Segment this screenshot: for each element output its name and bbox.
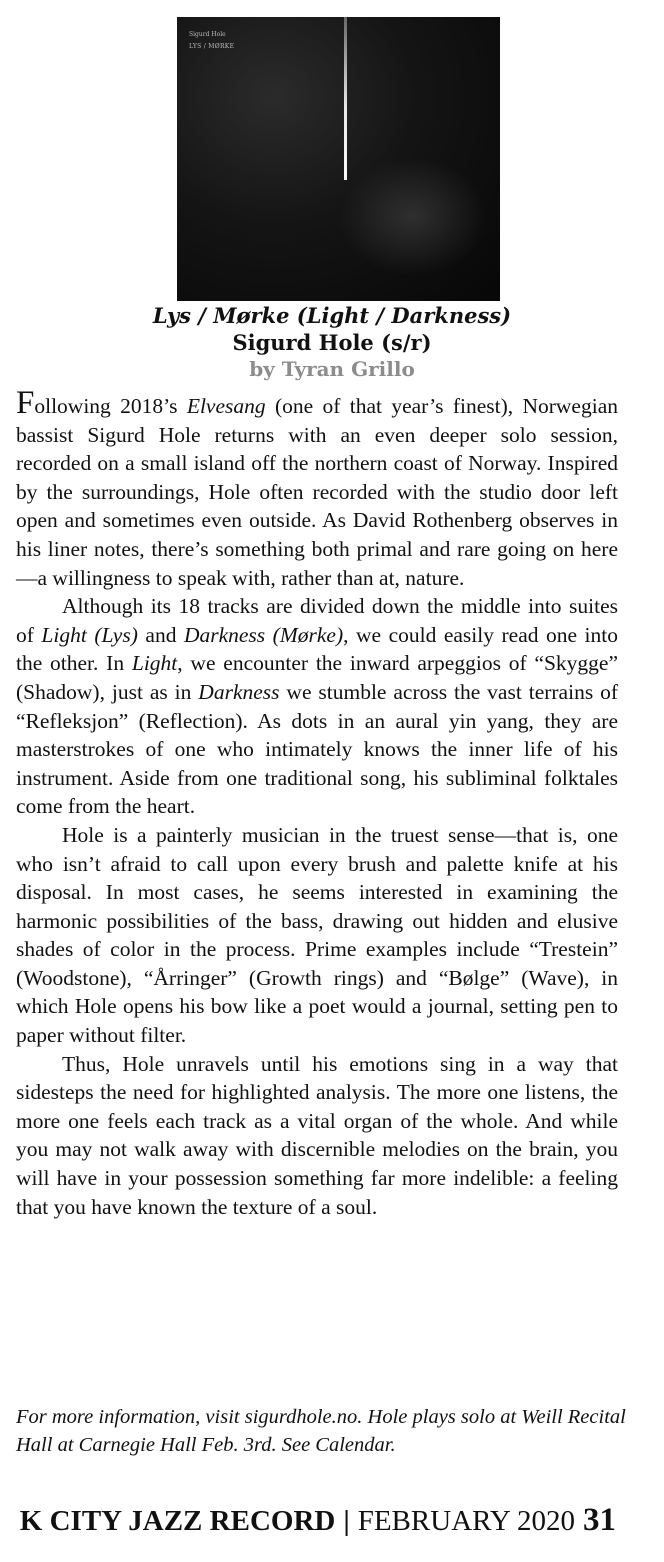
paragraph-3: Hole is a painterly musician in the truest sense—that is, one who isn’t afraid to call upon every brush and palette knife at his disposal. In most cases, he seems interested in examining the harmonic possibilities of the bass, drawing out hidden and elusive shades of color in the process. Prime examples include “Trestein” (Woodstone), “Årringer” (Growth rings) and “Bølge” (Wave), in which Hole opens his bow like a poet would a journal, setting pen to paper without filter. — [16, 822, 618, 1048]
publication-name: K CITY JAZZ RECORD — [19, 1505, 336, 1537]
byline: by Tyran Grillo — [249, 357, 415, 381]
artist-label: Sigurd Hole (s/r) — [232, 330, 432, 355]
cover-artist-text: Sigurd Hole — [189, 31, 226, 38]
article-body — [16, 385, 619, 1221]
page-number: 31 — [583, 1502, 616, 1538]
album-title: Lys / Mørke (Light / Darkness) — [152, 303, 512, 328]
cover-light-beam — [344, 17, 347, 180]
paragraph-1: Following 2018’s Elvesang (one of that year’s finest), Norwegian bassist Sigurd Hole returns with an even deeper solo session, recorded on a small island off the northern coast of Norway. Inspired by the surroundings, Hole often recorded with the studio door left open and sometimes even outside. As David Rothenberg observes in his liner notes, there’s something both primal and rare going on here—a willingness to speak with, rather than at, nature. — [16, 385, 618, 590]
page-footer — [0, 1500, 616, 1540]
cover-title-text: LYS / MØRKE — [189, 43, 235, 50]
paragraph-4: Thus, Hole unravels until his emotions sing in a way that sidesteps the need for highlighted analysis. The more one listens, the more one feels each track as a vital organ of the whole. And while you may not walk away with discernible melodies on the brain, you will have in your possession something far more indelible: a feeling that you have known the texture of a soul. — [16, 1051, 618, 1219]
paragraph-2: Although its 18 tracks are divided down the middle into suites of Light (Lys) and Darkness (Mørke), we could easily read one into the other. In Light, we encounter the inward arpeggios of “Skygge” (Shadow), just as in Darkness we stumble across the vast terrains of “Refleksjon” (Reflection). As dots in an aural yin yang, they are masterstrokes of one who intimately knows the inner life of his instrument. Aside from one traditional song, his subliminal folktales come from the heart. — [16, 594, 619, 819]
album-cover-image — [177, 17, 500, 301]
drop-cap: F — [16, 385, 35, 421]
info-note: For more information, visit sigurdhole.no. Hole plays solo at Weill Recital Hall at Carnegie Hall Feb. 3rd. See Calendar. — [16, 1406, 626, 1456]
footer-separator: | — [343, 1505, 350, 1537]
issue-date: FEBRUARY 2020 — [357, 1505, 575, 1537]
